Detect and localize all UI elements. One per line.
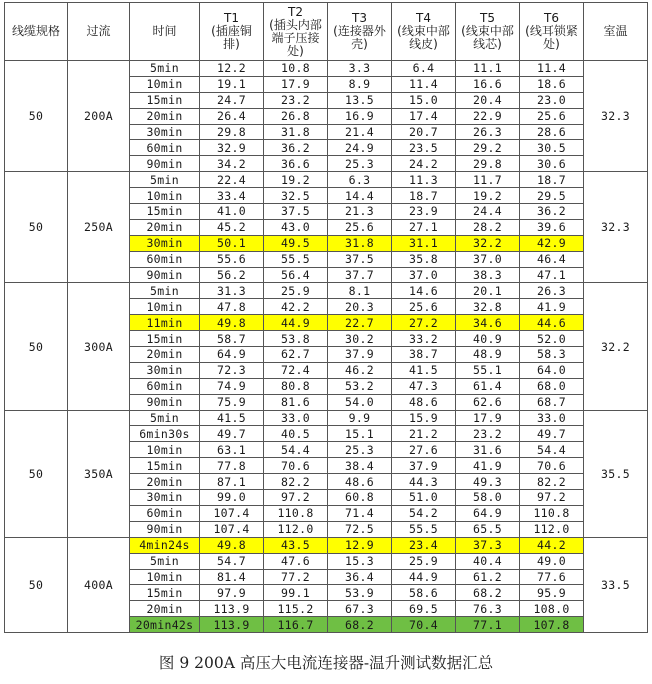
t3-cell: 13.5 [328, 92, 392, 108]
t6-cell: 70.6 [520, 458, 584, 474]
t1-cell: 74.9 [200, 378, 264, 394]
t4-cell: 6.4 [392, 61, 456, 77]
t1-cell: 81.4 [200, 569, 264, 585]
t3-cell: 15.1 [328, 426, 392, 442]
table-row [5, 537, 648, 553]
t1-cell: 41.5 [200, 410, 264, 426]
t5-cell: 26.3 [456, 124, 520, 140]
t2-cell: 112.0 [264, 521, 328, 537]
t3-cell: 15.3 [328, 553, 392, 569]
time-cell: 20min [130, 347, 200, 363]
t5-cell: 24.4 [456, 204, 520, 220]
t6-cell: 52.0 [520, 331, 584, 347]
t6-cell: 11.4 [520, 61, 584, 77]
overcurrent-cell: 200A [68, 61, 130, 172]
t3-cell: 37.7 [328, 267, 392, 283]
header-t2: T2 (插头内部 端子压接 处) [264, 3, 328, 61]
header-room-temp: 室温 [584, 3, 648, 61]
time-cell: 30min [130, 490, 200, 506]
t5-cell: 17.9 [456, 410, 520, 426]
t2-cell: 31.8 [264, 124, 328, 140]
t4-cell: 55.5 [392, 521, 456, 537]
t1-cell: 63.1 [200, 442, 264, 458]
t3-cell: 30.2 [328, 331, 392, 347]
time-cell: 15min [130, 458, 200, 474]
cable-spec-cell: 50 [5, 61, 68, 172]
t2-cell: 72.4 [264, 362, 328, 378]
t5-cell: 28.2 [456, 219, 520, 235]
t4-cell: 15.9 [392, 410, 456, 426]
room-temp-cell: 35.5 [584, 410, 648, 537]
t4-cell: 17.4 [392, 108, 456, 124]
t6-cell: 68.7 [520, 394, 584, 410]
table-body [5, 61, 648, 633]
figure-caption: 图 9 200A 高压大电流连接器-温升测试数据汇总 [158, 654, 494, 672]
t3-cell: 53.2 [328, 378, 392, 394]
t2-cell: 36.2 [264, 140, 328, 156]
t5-cell: 49.3 [456, 474, 520, 490]
header-t5: T5 (线束中部 线芯) [456, 3, 520, 61]
cable-spec-cell: 50 [5, 410, 68, 537]
t3-cell: 72.5 [328, 521, 392, 537]
t6-cell: 58.3 [520, 347, 584, 363]
t1-cell: 47.8 [200, 299, 264, 315]
t3-cell: 25.3 [328, 156, 392, 172]
t3-cell: 60.8 [328, 490, 392, 506]
t5-cell: 65.5 [456, 521, 520, 537]
room-temp-cell: 33.5 [584, 537, 648, 632]
t1-cell: 56.2 [200, 267, 264, 283]
t2-cell: 40.5 [264, 426, 328, 442]
t3-cell: 37.5 [328, 251, 392, 267]
time-cell: 5min [130, 283, 200, 299]
t6-cell: 23.0 [520, 92, 584, 108]
t1-cell: 54.7 [200, 553, 264, 569]
t3-cell: 22.7 [328, 315, 392, 331]
t6-cell: 44.2 [520, 537, 584, 553]
t6-cell: 44.6 [520, 315, 584, 331]
t1-cell: 33.4 [200, 188, 264, 204]
t4-cell: 54.2 [392, 505, 456, 521]
t4-cell: 15.0 [392, 92, 456, 108]
t2-cell: 19.2 [264, 172, 328, 188]
t6-cell: 49.0 [520, 553, 584, 569]
t6-cell: 77.6 [520, 569, 584, 585]
t1-cell: 29.8 [200, 124, 264, 140]
t3-cell: 12.9 [328, 537, 392, 553]
t2-cell: 10.8 [264, 61, 328, 77]
t4-cell: 25.9 [392, 553, 456, 569]
t1-cell: 19.1 [200, 76, 264, 92]
t4-cell: 27.6 [392, 442, 456, 458]
time-cell: 5min [130, 553, 200, 569]
t4-cell: 44.9 [392, 569, 456, 585]
t3-cell: 48.6 [328, 474, 392, 490]
t1-cell: 49.8 [200, 537, 264, 553]
t5-cell: 11.7 [456, 172, 520, 188]
time-cell: 30min [130, 235, 200, 251]
t4-cell: 11.3 [392, 172, 456, 188]
t2-cell: 55.5 [264, 251, 328, 267]
time-cell: 4min24s [130, 537, 200, 553]
t2-cell: 77.2 [264, 569, 328, 585]
t2-cell: 81.6 [264, 394, 328, 410]
t3-cell: 20.3 [328, 299, 392, 315]
t1-cell: 55.6 [200, 251, 264, 267]
temperature-rise-table [4, 2, 648, 633]
t1-cell: 58.7 [200, 331, 264, 347]
header-overcurrent: 过流 [68, 3, 130, 61]
t4-cell: 44.3 [392, 474, 456, 490]
t2-cell: 62.7 [264, 347, 328, 363]
t3-cell: 6.3 [328, 172, 392, 188]
cable-spec-cell: 50 [5, 172, 68, 283]
t5-cell: 55.1 [456, 362, 520, 378]
time-cell: 20min [130, 219, 200, 235]
t5-cell: 38.3 [456, 267, 520, 283]
t4-cell: 23.5 [392, 140, 456, 156]
t3-cell: 71.4 [328, 505, 392, 521]
t2-cell: 43.5 [264, 537, 328, 553]
t1-cell: 99.0 [200, 490, 264, 506]
overcurrent-cell: 300A [68, 283, 130, 410]
t5-cell: 16.6 [456, 76, 520, 92]
time-cell: 20min [130, 601, 200, 617]
t2-cell: 49.5 [264, 235, 328, 251]
time-cell: 10min [130, 569, 200, 585]
t6-cell: 18.6 [520, 76, 584, 92]
t1-cell: 107.4 [200, 505, 264, 521]
t3-cell: 14.4 [328, 188, 392, 204]
t6-cell: 30.6 [520, 156, 584, 172]
time-cell: 20min42s [130, 617, 200, 633]
t6-cell: 28.6 [520, 124, 584, 140]
t5-cell: 32.2 [456, 235, 520, 251]
t6-cell: 25.6 [520, 108, 584, 124]
time-cell: 11min [130, 315, 200, 331]
t1-cell: 97.9 [200, 585, 264, 601]
time-cell: 60min [130, 140, 200, 156]
t1-cell: 107.4 [200, 521, 264, 537]
t5-cell: 62.6 [456, 394, 520, 410]
time-cell: 60min [130, 505, 200, 521]
time-cell: 60min [130, 378, 200, 394]
t5-cell: 11.1 [456, 61, 520, 77]
t6-cell: 41.9 [520, 299, 584, 315]
t3-cell: 37.9 [328, 347, 392, 363]
t5-cell: 32.8 [456, 299, 520, 315]
t2-cell: 47.6 [264, 553, 328, 569]
t6-cell: 97.2 [520, 490, 584, 506]
t1-cell: 49.8 [200, 315, 264, 331]
t5-cell: 29.8 [456, 156, 520, 172]
header-t3: T3 (连接器外 壳) [328, 3, 392, 61]
t3-cell: 38.4 [328, 458, 392, 474]
t6-cell: 108.0 [520, 601, 584, 617]
t5-cell: 22.9 [456, 108, 520, 124]
t6-cell: 26.3 [520, 283, 584, 299]
t2-cell: 110.8 [264, 505, 328, 521]
room-temp-cell: 32.2 [584, 283, 648, 410]
t4-cell: 33.2 [392, 331, 456, 347]
t1-cell: 49.7 [200, 426, 264, 442]
t3-cell: 21.3 [328, 204, 392, 220]
t1-cell: 26.4 [200, 108, 264, 124]
t2-cell: 70.6 [264, 458, 328, 474]
t2-cell: 17.9 [264, 76, 328, 92]
t1-cell: 64.9 [200, 347, 264, 363]
header-t6: T6 (线耳锁紧 处) [520, 3, 584, 61]
t4-cell: 24.2 [392, 156, 456, 172]
t2-cell: 80.8 [264, 378, 328, 394]
t4-cell: 70.4 [392, 617, 456, 633]
t2-cell: 23.2 [264, 92, 328, 108]
time-cell: 30min [130, 362, 200, 378]
time-cell: 15min [130, 331, 200, 347]
t3-cell: 3.3 [328, 61, 392, 77]
t4-cell: 35.8 [392, 251, 456, 267]
t3-cell: 54.0 [328, 394, 392, 410]
t2-cell: 32.5 [264, 188, 328, 204]
t3-cell: 36.4 [328, 569, 392, 585]
t2-cell: 116.7 [264, 617, 328, 633]
t3-cell: 8.9 [328, 76, 392, 92]
t2-cell: 25.9 [264, 283, 328, 299]
t3-cell: 25.6 [328, 219, 392, 235]
overcurrent-cell: 400A [68, 537, 130, 632]
t5-cell: 23.2 [456, 426, 520, 442]
t6-cell: 49.7 [520, 426, 584, 442]
t1-cell: 113.9 [200, 601, 264, 617]
table-row [5, 61, 648, 77]
t2-cell: 26.8 [264, 108, 328, 124]
header-cable-spec: 线缆规格 [5, 3, 68, 61]
time-cell: 90min [130, 156, 200, 172]
time-cell: 5min [130, 172, 200, 188]
t4-cell: 27.1 [392, 219, 456, 235]
t2-cell: 56.4 [264, 267, 328, 283]
t1-cell: 32.9 [200, 140, 264, 156]
overcurrent-cell: 250A [68, 172, 130, 283]
t5-cell: 58.0 [456, 490, 520, 506]
t6-cell: 46.4 [520, 251, 584, 267]
t1-cell: 34.2 [200, 156, 264, 172]
time-cell: 5min [130, 410, 200, 426]
t6-cell: 30.5 [520, 140, 584, 156]
header-t1: T1 (插座铜 排) [200, 3, 264, 61]
t5-cell: 61.4 [456, 378, 520, 394]
t4-cell: 31.1 [392, 235, 456, 251]
t1-cell: 113.9 [200, 617, 264, 633]
time-cell: 10min [130, 188, 200, 204]
t5-cell: 68.2 [456, 585, 520, 601]
t3-cell: 21.4 [328, 124, 392, 140]
t2-cell: 54.4 [264, 442, 328, 458]
t2-cell: 97.2 [264, 490, 328, 506]
t6-cell: 36.2 [520, 204, 584, 220]
t2-cell: 36.6 [264, 156, 328, 172]
t1-cell: 75.9 [200, 394, 264, 410]
t5-cell: 20.1 [456, 283, 520, 299]
t4-cell: 25.6 [392, 299, 456, 315]
t1-cell: 31.3 [200, 283, 264, 299]
time-cell: 30min [130, 124, 200, 140]
t2-cell: 115.2 [264, 601, 328, 617]
t5-cell: 77.1 [456, 617, 520, 633]
t4-cell: 51.0 [392, 490, 456, 506]
t6-cell: 54.4 [520, 442, 584, 458]
t2-cell: 53.8 [264, 331, 328, 347]
time-cell: 15min [130, 204, 200, 220]
table-row [5, 172, 648, 188]
time-cell: 5min [130, 61, 200, 77]
time-cell: 15min [130, 585, 200, 601]
time-cell: 90min [130, 394, 200, 410]
t6-cell: 64.0 [520, 362, 584, 378]
t2-cell: 42.2 [264, 299, 328, 315]
room-temp-cell: 32.3 [584, 172, 648, 283]
time-cell: 10min [130, 76, 200, 92]
t4-cell: 41.5 [392, 362, 456, 378]
t5-cell: 29.2 [456, 140, 520, 156]
t1-cell: 41.0 [200, 204, 264, 220]
t6-cell: 107.8 [520, 617, 584, 633]
t5-cell: 37.0 [456, 251, 520, 267]
t6-cell: 68.0 [520, 378, 584, 394]
cable-spec-cell: 50 [5, 283, 68, 410]
t2-cell: 82.2 [264, 474, 328, 490]
table-row [5, 283, 648, 299]
t6-cell: 33.0 [520, 410, 584, 426]
t3-cell: 68.2 [328, 617, 392, 633]
t5-cell: 40.9 [456, 331, 520, 347]
t1-cell: 12.2 [200, 61, 264, 77]
t3-cell: 53.9 [328, 585, 392, 601]
t5-cell: 34.6 [456, 315, 520, 331]
t4-cell: 27.2 [392, 315, 456, 331]
t6-cell: 47.1 [520, 267, 584, 283]
t4-cell: 37.9 [392, 458, 456, 474]
t3-cell: 67.3 [328, 601, 392, 617]
t6-cell: 39.6 [520, 219, 584, 235]
t4-cell: 14.6 [392, 283, 456, 299]
t5-cell: 61.2 [456, 569, 520, 585]
t4-cell: 20.7 [392, 124, 456, 140]
t4-cell: 21.2 [392, 426, 456, 442]
t6-cell: 82.2 [520, 474, 584, 490]
t4-cell: 18.7 [392, 188, 456, 204]
time-cell: 60min [130, 251, 200, 267]
t1-cell: 72.3 [200, 362, 264, 378]
t4-cell: 38.7 [392, 347, 456, 363]
t3-cell: 31.8 [328, 235, 392, 251]
t2-cell: 33.0 [264, 410, 328, 426]
t6-cell: 18.7 [520, 172, 584, 188]
t6-cell: 110.8 [520, 505, 584, 521]
header-t4: T4 (线束中部 线皮) [392, 3, 456, 61]
t1-cell: 22.4 [200, 172, 264, 188]
t6-cell: 112.0 [520, 521, 584, 537]
t3-cell: 9.9 [328, 410, 392, 426]
t1-cell: 24.7 [200, 92, 264, 108]
time-cell: 6min30s [130, 426, 200, 442]
t6-cell: 29.5 [520, 188, 584, 204]
time-cell: 90min [130, 521, 200, 537]
t3-cell: 25.3 [328, 442, 392, 458]
t1-cell: 45.2 [200, 219, 264, 235]
t5-cell: 64.9 [456, 505, 520, 521]
t5-cell: 37.3 [456, 537, 520, 553]
t6-cell: 42.9 [520, 235, 584, 251]
t3-cell: 8.1 [328, 283, 392, 299]
t1-cell: 77.8 [200, 458, 264, 474]
t5-cell: 41.9 [456, 458, 520, 474]
t5-cell: 76.3 [456, 601, 520, 617]
t2-cell: 43.0 [264, 219, 328, 235]
t5-cell: 19.2 [456, 188, 520, 204]
t2-cell: 37.5 [264, 204, 328, 220]
t3-cell: 46.2 [328, 362, 392, 378]
t3-cell: 24.9 [328, 140, 392, 156]
header-time: 时间 [130, 3, 200, 61]
t2-cell: 99.1 [264, 585, 328, 601]
t4-cell: 47.3 [392, 378, 456, 394]
t4-cell: 23.4 [392, 537, 456, 553]
time-cell: 90min [130, 267, 200, 283]
t2-cell: 44.9 [264, 315, 328, 331]
t4-cell: 37.0 [392, 267, 456, 283]
t1-cell: 50.1 [200, 235, 264, 251]
time-cell: 15min [130, 92, 200, 108]
room-temp-cell: 32.3 [584, 61, 648, 172]
t5-cell: 48.9 [456, 347, 520, 363]
t4-cell: 58.6 [392, 585, 456, 601]
time-cell: 20min [130, 108, 200, 124]
time-cell: 10min [130, 442, 200, 458]
t4-cell: 48.6 [392, 394, 456, 410]
cable-spec-cell: 50 [5, 537, 68, 632]
t3-cell: 16.9 [328, 108, 392, 124]
table-header-row [5, 3, 648, 61]
t1-cell: 87.1 [200, 474, 264, 490]
table-row [5, 410, 648, 426]
t5-cell: 31.6 [456, 442, 520, 458]
t4-cell: 11.4 [392, 76, 456, 92]
time-cell: 10min [130, 299, 200, 315]
t6-cell: 95.9 [520, 585, 584, 601]
t4-cell: 69.5 [392, 601, 456, 617]
overcurrent-cell: 350A [68, 410, 130, 537]
t4-cell: 23.9 [392, 204, 456, 220]
time-cell: 20min [130, 474, 200, 490]
t5-cell: 40.4 [456, 553, 520, 569]
t5-cell: 20.4 [456, 92, 520, 108]
